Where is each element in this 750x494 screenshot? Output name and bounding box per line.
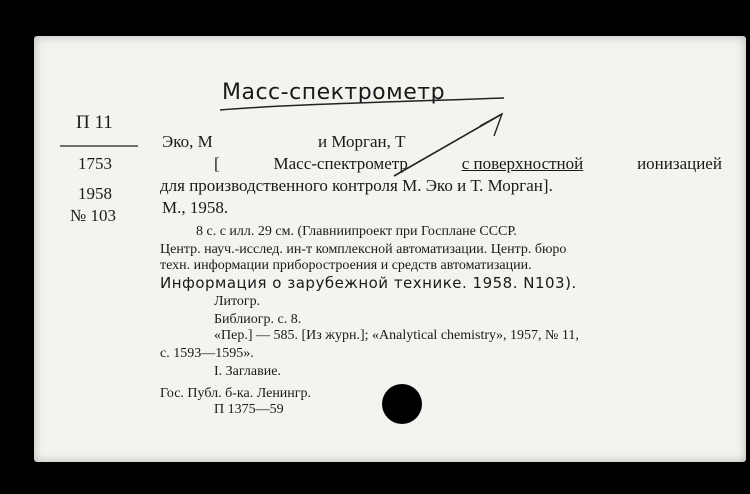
note-litho: Литогр. — [214, 294, 261, 309]
title-line-1 — [214, 154, 722, 174]
handwritten-title: Масс-спектрометр — [222, 80, 446, 105]
arrow-head-icon — [480, 114, 502, 136]
collation-line-1: 8 с. с илл. 29 см. (Главниипроект при Госплане СССР. — [196, 224, 517, 239]
tracing: I. Заглавие. — [214, 364, 281, 379]
classification-year: 1958 — [78, 184, 112, 203]
punch-hole — [382, 384, 422, 424]
library: Гос. Публ. б-ка. Ленингр. — [160, 386, 312, 401]
author-second: и Морган, Т — [318, 132, 406, 151]
classification-number: 1753 — [78, 154, 112, 173]
title-end: ионизацией — [637, 154, 722, 173]
catalog-number: П 1375—59 — [214, 402, 284, 417]
title-start: Масс-спектрометр — [273, 154, 408, 173]
catalog-card — [34, 36, 746, 462]
note-biblio: Библиогр. с. 8. — [214, 312, 302, 327]
note-source-1: «Пер.] — 585. [Из журн.]; «Analytical chemistry», 1957, № 11, — [214, 328, 579, 343]
title-bracket: [ — [214, 154, 220, 173]
title-line-2: для производственного контроля М. Эко и Т. Морган]. — [160, 176, 553, 195]
classification-issue: № 103 — [70, 206, 116, 225]
collation-line-3: техн. информации приборостроения и средств автоматизации. — [160, 258, 532, 273]
author-first: Эко, М — [162, 132, 213, 151]
title-underlined: с поверхностной — [461, 154, 584, 173]
classification-code: П 11 — [76, 112, 113, 133]
collation-line-2: Центр. науч.-исслед. ин-т комплексной автоматизации. Центр. бюро — [160, 242, 567, 257]
note-source-2: с. 1593—1595». — [160, 346, 254, 361]
handwritten-series: Информация о зарубежной технике. 1958. N103). — [160, 274, 577, 292]
imprint: М., 1958. — [162, 198, 229, 217]
